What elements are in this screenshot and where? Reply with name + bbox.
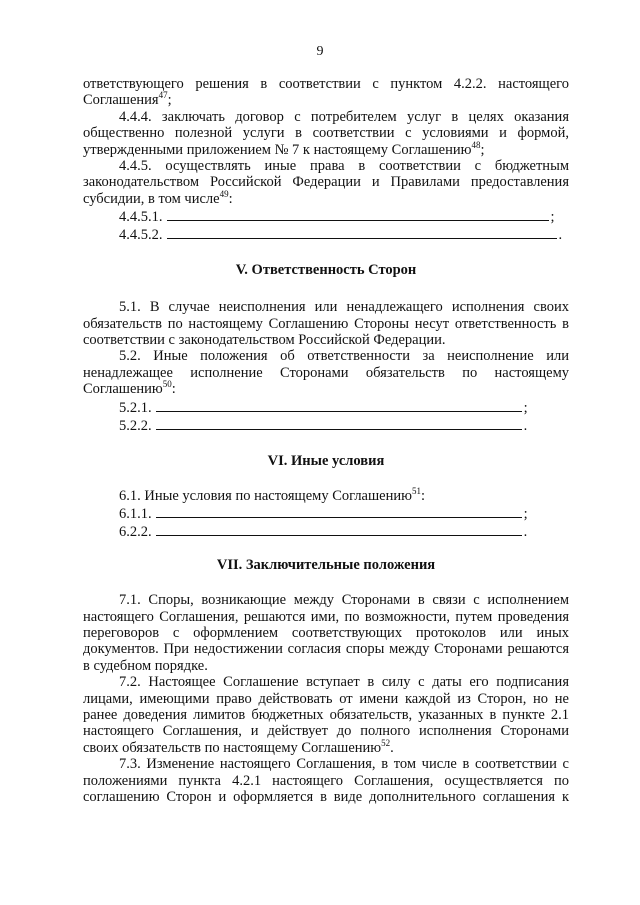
blank-line bbox=[156, 398, 522, 412]
punctuation: ; bbox=[523, 506, 528, 523]
document-body bbox=[83, 76, 569, 805]
section-heading-5: V. Ответственность Сторон bbox=[235, 262, 417, 279]
clause-7-2 bbox=[83, 674, 569, 756]
blank-line bbox=[167, 225, 557, 239]
punctuation: : bbox=[420, 487, 425, 504]
item-label: 4.4.5.2. bbox=[119, 227, 163, 244]
footnote-ref: 52 bbox=[381, 737, 391, 748]
punctuation: . bbox=[523, 417, 528, 434]
punctuation: ; bbox=[480, 141, 485, 158]
paragraph-text: 4.4.5. осуществлять иные права в соответствии с бюджетным законодательством Российской Федерации и Правилами предоставления субсидии, в том числе bbox=[83, 158, 569, 207]
paragraph-text: 5.2. Иные положения об ответственности за неисполнение или ненадлежащее исполнение Сторонами обязательств по настоящему Соглашению bbox=[83, 348, 569, 398]
footnote-ref: 50 bbox=[162, 379, 172, 390]
blank-line bbox=[156, 416, 522, 430]
item-label: 4.4.5.1. bbox=[119, 209, 163, 226]
blank-item-4-4-5-2 bbox=[83, 225, 569, 243]
punctuation: ; bbox=[523, 399, 528, 416]
punctuation: . bbox=[523, 524, 528, 541]
section-heading-7: VII. Заключительные положения bbox=[216, 557, 436, 574]
item-label: 6.2.2. bbox=[119, 524, 152, 541]
blank-line bbox=[156, 522, 522, 536]
blank-item-6-1-1 bbox=[83, 504, 569, 522]
punctuation: ; bbox=[167, 92, 172, 109]
blank-item-6-2-2 bbox=[83, 522, 569, 540]
punctuation: . bbox=[558, 227, 563, 244]
item-label: 5.2.1. bbox=[119, 399, 152, 416]
footnote-ref: 51 bbox=[411, 485, 421, 496]
blank-item-5-2-2 bbox=[83, 416, 569, 434]
clause-5-2 bbox=[83, 348, 569, 397]
item-label: 5.2.2. bbox=[119, 417, 152, 434]
footnote-ref: 49 bbox=[219, 188, 229, 199]
paragraph-text: 7.2. Настоящее Соглашение вступает в силу с даты его подписания лицами, имеющими право действовать от имени каждой из Сторон, но не ранее доведения лимитов бюджетных обязательств, указанных в пункте 2.1 настоящего Соглашения, и действует до полного исполнения Сторонами своих обязательств по настоящему Соглашению bbox=[83, 674, 569, 756]
paragraph-text: 6.1. Иные условия по настоящему Соглашению bbox=[119, 487, 412, 504]
clause-4-4-4 bbox=[83, 109, 569, 158]
paragraph-text: 4.4.4. заключать договор с потребителем услуг в целях оказания общественно полезной услуги в соответствии с условиями и формой, утвержденными приложением № 7 к настоящему Соглашению bbox=[83, 108, 569, 158]
section-heading-6: VI. Иные условия bbox=[267, 452, 385, 469]
clause-7-1: 7.1. Споры, возникающие между Сторонами в связи с исполнением настоящего Соглашения, решаются ими, по возможности, путем проведения переговоров с оформлением соответствующих протоколов или иных документов. При недостижении согласия споры между Сторонами решаются в судебном порядке. bbox=[83, 592, 569, 674]
clause-4-4-5 bbox=[83, 158, 569, 207]
paragraph-text: ответствующего решения в соответствии с пунктом 4.2.2. настоящего Соглашения bbox=[83, 76, 569, 109]
punctuation: : bbox=[228, 190, 233, 207]
clause-5-1: 5.1. В случае неисполнения или ненадлежащего исполнения своих обязательств по настоящему Соглашению Стороны несут ответственность в соответствии с законодательством Российской Федерации. bbox=[83, 299, 569, 349]
punctuation: : bbox=[171, 381, 176, 398]
footnote-ref: 47 bbox=[158, 90, 168, 101]
blank-line bbox=[167, 207, 549, 221]
punctuation: ; bbox=[550, 209, 555, 226]
item-label: 6.1.1. bbox=[119, 506, 152, 523]
footnote-ref: 48 bbox=[471, 139, 481, 150]
punctuation: . bbox=[390, 739, 394, 756]
blank-line bbox=[156, 504, 522, 518]
page-number: 9 bbox=[316, 44, 324, 59]
paragraph-continuation bbox=[83, 76, 569, 109]
clause-7-3: 7.3. Изменение настоящего Соглашения, в том числе в соответствии с положениями пункта 4.2.1 настоящего Соглашения, осуществляется по соглашению Сторон и оформляется в виде дополнительного соглашения к bbox=[83, 756, 569, 805]
clause-6-1 bbox=[83, 485, 569, 504]
blank-item-5-2-1 bbox=[83, 398, 569, 416]
blank-item-4-4-5-1 bbox=[83, 207, 569, 225]
